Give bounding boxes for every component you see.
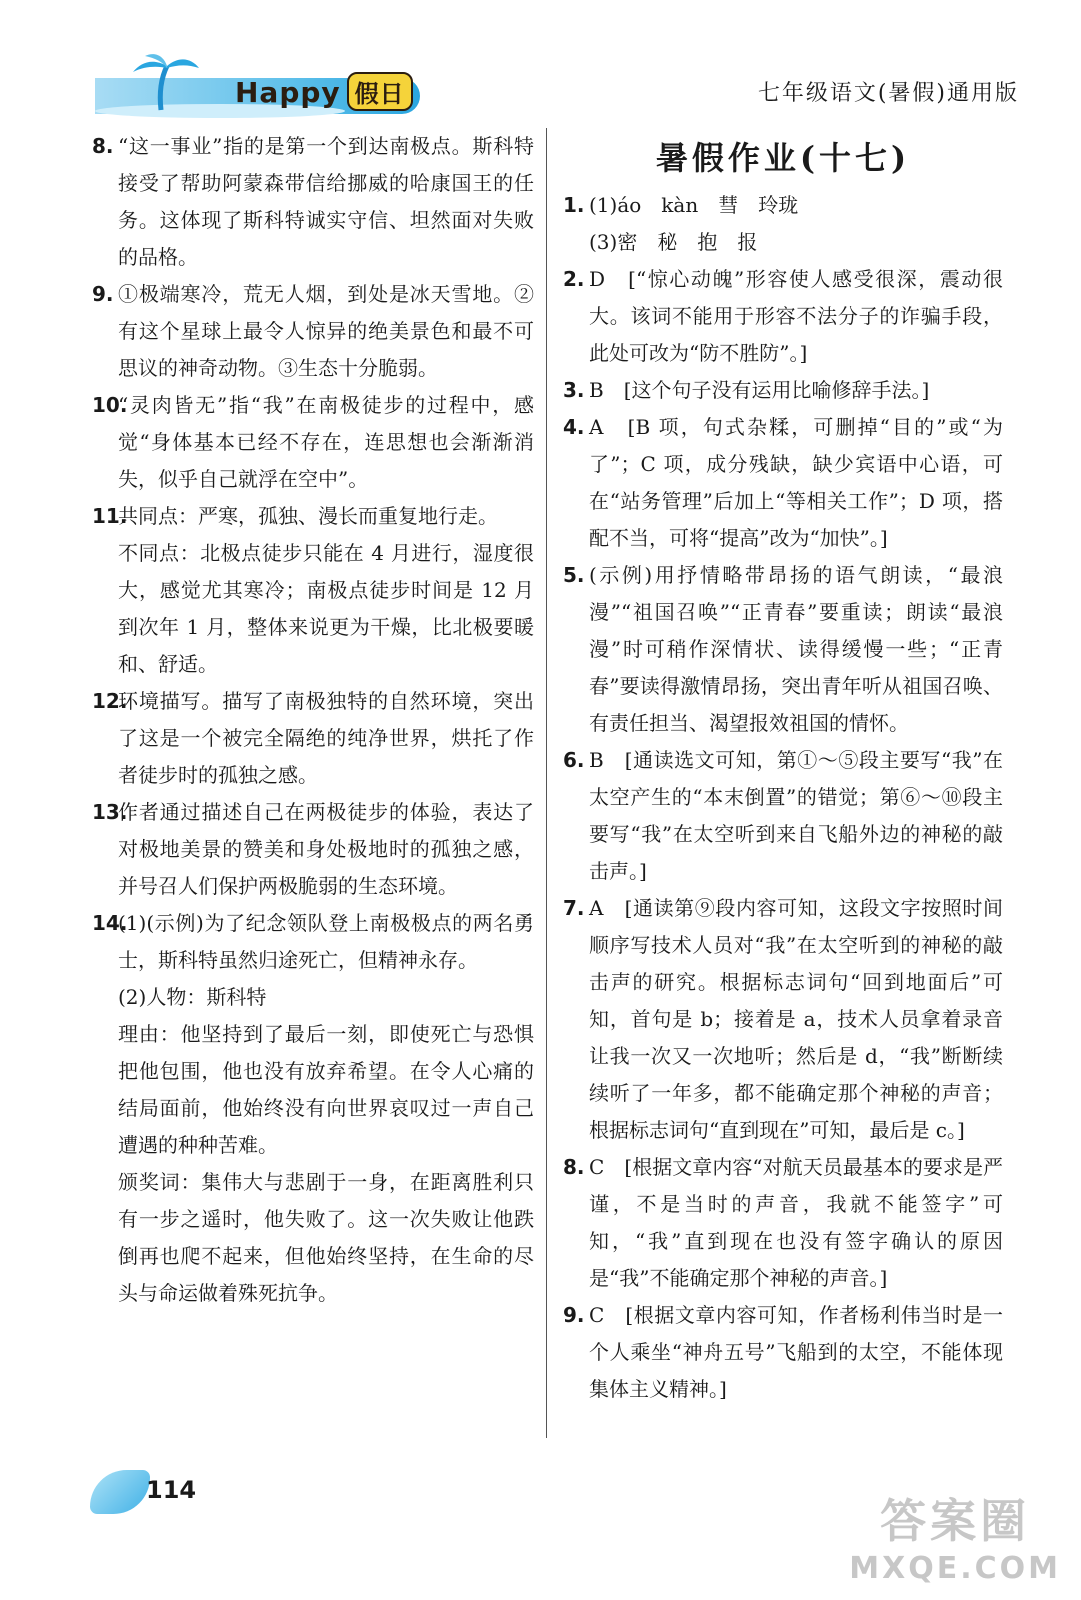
page-number-badge	[90, 1470, 200, 1520]
answer-text: (示例)用抒情略带昂扬的语气朗读，“最浪漫”“祖国召唤”“正青春”要重读；朗读“最浪漫”时可稍作深情状、读得缓慢一些；“正青春”要读得激情昂扬，突出青年听从祖国召唤、有责任担当、渴望报效祖国的情怀。	[589, 563, 1003, 735]
answer-text: B [通读选文可知，第①～⑤段主要写“我”在太空产生的“本末倒置”的错觉；第⑥～⑩段主要写“我”在太空听到来自飞船外边的神秘的敲击声。]	[589, 748, 1003, 883]
answer-text: B [这个句子没有运用比喻修辞手法。]	[589, 378, 930, 402]
answer-text: A [通读第⑨段内容可知，这段文字按照时间顺序写技术人员对“我”在太空听到的神秘的敲击声的研究。根据标志词句“回到地面后”可知，首句是 b；接着是 a，技术人员拿着录音让我一次又一次地听；然后是 d，“我”断断续续听了一年多，都不能确定那个神秘的声音；根据标志词句“直到现在”可知，最后是 c。]	[589, 896, 1003, 1142]
answer-item	[563, 742, 1003, 890]
answer-number: 4.	[563, 415, 585, 439]
answer-text: 共同点：严寒，孤独、漫长而重复地行走。	[118, 504, 498, 528]
answer-number: 6.	[563, 748, 585, 772]
answer-number: 12.	[92, 689, 128, 713]
answer-number: 13.	[92, 800, 128, 824]
answer-number: 1.	[563, 193, 585, 217]
answer-item	[92, 498, 534, 683]
palm-tree-icon	[123, 52, 203, 112]
answer-text: 不同点：北极点徒步只能在 4 月进行，湿度很大，感觉尤其寒冷；南极点徒步时间是 12 月到次年 1 月，整体来说更为干燥，比北极要暖和、舒适。	[118, 541, 534, 676]
answer-text: 颁奖词：集伟大与悲剧于一身，在距离胜利只有一步之遥时，他失败了。这一次失败让他跌倒再也爬不起来，但他始终坚持，在生命的尽头与命运做着殊死抗争。	[118, 1170, 534, 1305]
column-divider	[546, 128, 547, 1438]
answer-item	[563, 557, 1003, 742]
section-title: 暑假作业(十七)	[655, 139, 911, 177]
wave-icon	[90, 1470, 150, 1514]
answer-item	[563, 409, 1003, 557]
answer-item	[92, 276, 534, 387]
happy-holiday-logo	[95, 52, 425, 124]
answer-text: 作者通过描述自己在两极徒步的体验，表达了对极地美景的赞美和身处极地时的孤独之感，并号召人们保护两极脆弱的生态环境。	[118, 800, 534, 898]
watermark-logo	[849, 1485, 1061, 1586]
answer-item	[563, 187, 1003, 261]
answer-text: 理由：他坚持到了最后一刻，即使死亡与恐惧把他包围，他也没有放弃希望。在令人心痛的结局面前，他始终没有向世界哀叹过一声自己遭遇的种种苦难。	[118, 1022, 534, 1157]
answer-text: ①极端寒冷，荒无人烟，到处是冰天雪地。②有这个星球上最令人惊异的绝美景色和最不可思议的神奇动物。③生态十分脆弱。	[118, 282, 534, 380]
answer-number: 11.	[92, 504, 128, 528]
page-header	[0, 0, 1081, 125]
answer-text: “这一事业”指的是第一个到达南极点。斯科特接受了帮助阿蒙森带信给挪威的哈康国王的任务。这体现了斯科特诚实守信、坦然面对失败的品格。	[118, 134, 534, 269]
answer-text: 环境描写。描写了南极独特的自然环境，突出了这是一个被完全隔绝的纯净世界，烘托了作者徒步时的孤独之感。	[118, 689, 534, 787]
book-title: 七年级语文(暑假)通用版	[757, 81, 1019, 106]
answer-text: C [根据文章内容可知，作者杨利伟当时是一个人乘坐“神舟五号”飞船到的太空，不能体现集体主义精神。]	[589, 1303, 1003, 1401]
answer-text: C [根据文章内容“对航天员最基本的要求是严谨，不是当时的声音，我就不能签字”可知，“我”直到现在也没有签字确认的原因是“我”不能确定那个神秘的声音。]	[589, 1155, 1003, 1290]
answer-item	[92, 794, 534, 905]
watermark-sub: MXQE.COM	[849, 1551, 1061, 1586]
answer-number: 10.	[92, 393, 128, 417]
answer-item	[563, 1297, 1003, 1408]
answer-number: 2.	[563, 267, 585, 291]
answer-text: D [“惊心动魄”形容使人感受很深，震动很大。该词不能用于形容不法分子的诈骗手段，此处可改为“防不胜防”。]	[589, 267, 1003, 365]
watermark-main: 答案圈	[880, 1494, 1031, 1548]
answer-text: A [B 项，句式杂糅，可删掉“目的”或“为了”；C 项，成分残缺，缺少宾语中心语，可在“站务管理”后加上“等相关工作”；D 项，搭配不当，可将“提高”改为“加快”。]	[589, 415, 1003, 550]
page-number: 114	[146, 1476, 197, 1504]
answer-item	[92, 128, 534, 276]
answer-item	[563, 372, 1003, 409]
answer-text: (1)(示例)为了纪念领队登上南极极点的两名勇士，斯科特虽然归途死亡，但精神永存。	[118, 911, 534, 972]
answer-item	[563, 261, 1003, 372]
left-column	[92, 128, 534, 1312]
answer-number: 8.	[92, 134, 114, 158]
answer-number: 14.	[92, 911, 128, 935]
logo-badge: 假日	[347, 72, 413, 111]
answer-number: 5.	[563, 563, 585, 587]
answer-text: (3)密 秘 抱 报	[589, 230, 758, 254]
right-answer-list	[563, 187, 1003, 1408]
right-column	[563, 128, 1003, 1408]
answer-item	[92, 387, 534, 498]
answer-item	[563, 890, 1003, 1149]
answer-number: 9.	[563, 1303, 585, 1327]
answer-item	[563, 1149, 1003, 1297]
answer-number: 7.	[563, 896, 585, 920]
answer-number: 3.	[563, 378, 585, 402]
answer-number: 9.	[92, 282, 114, 306]
answer-number: 8.	[563, 1155, 585, 1179]
answer-text: (2)人物：斯科特	[118, 985, 267, 1009]
answer-item	[92, 905, 534, 1312]
logo-text: Happy 假日	[235, 72, 413, 111]
answer-text: (1)áo kàn 彗 玲珑	[589, 193, 799, 217]
answer-text: “灵肉皆无”指“我”在南极徒步的过程中，感觉“身体基本已经不存在，连思想也会渐渐消失，似乎自己就浮在空中”。	[118, 393, 534, 491]
answer-item	[92, 683, 534, 794]
